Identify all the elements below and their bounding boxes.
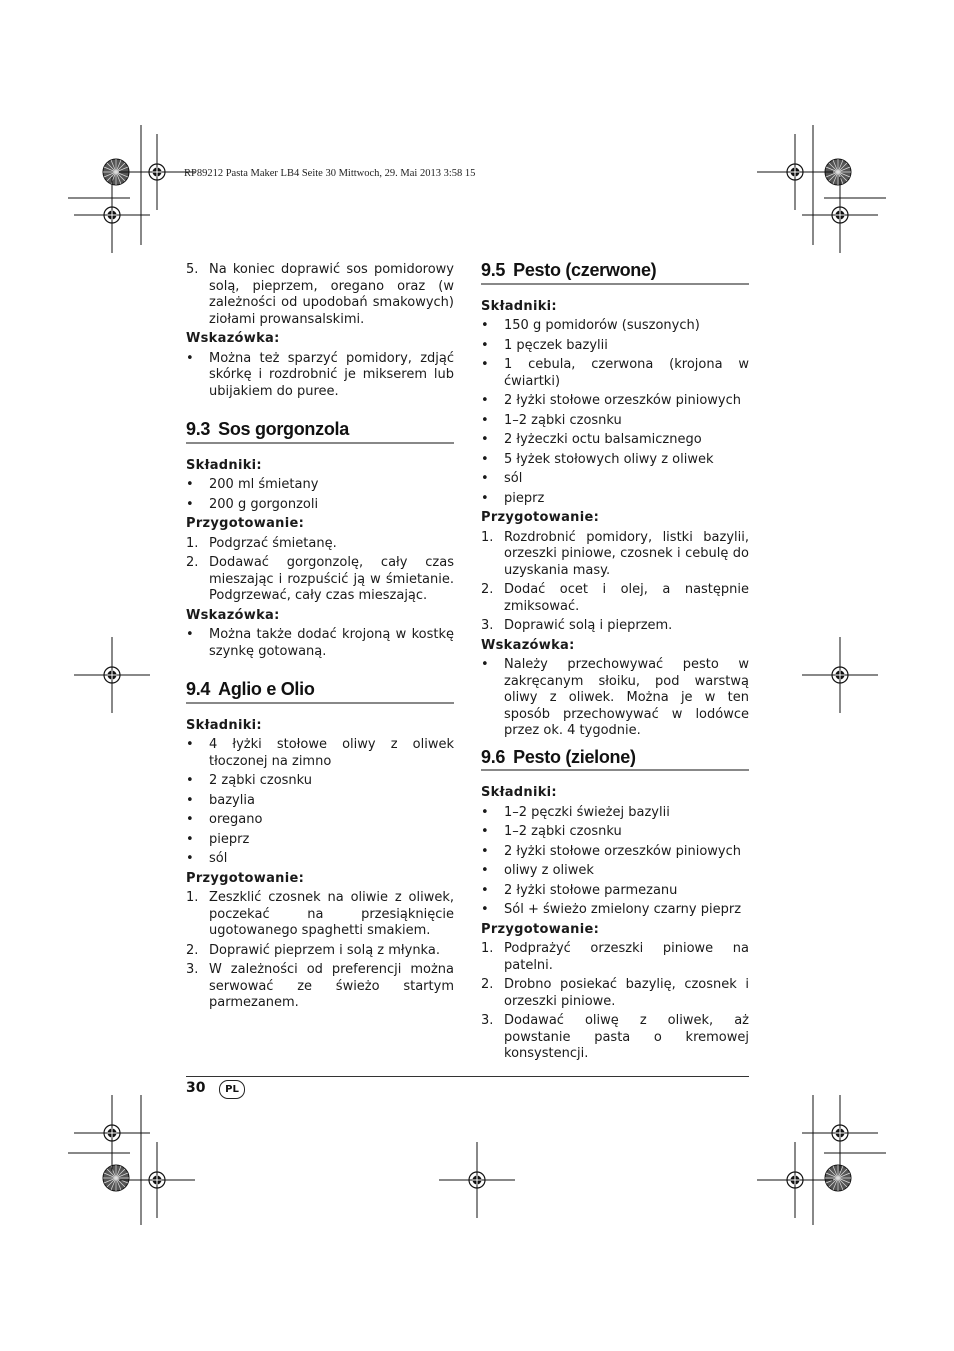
ingredients-list — [186, 737, 454, 868]
ingredients-label: Składniki: — [186, 457, 262, 473]
bullet-icon: • — [186, 831, 194, 847]
step-number: 3. — [481, 1013, 494, 1028]
step-text: Zeszklić czosnek na oliwie z oliwek, poczekać na przesiąknięcie ugotowanego spaghetti smakiem. — [209, 890, 454, 938]
ingredients-label: Składniki: — [481, 785, 557, 800]
bullet-icon: • — [186, 496, 194, 512]
ingredient: 1–2 ząbki czosnku — [504, 412, 622, 428]
ingredient: oliwy z oliwek — [504, 863, 594, 878]
bullet-icon: • — [481, 804, 489, 820]
tip-text: Można także dodać krojoną w kostkę szynkę gotowaną. — [209, 627, 454, 659]
list-item — [481, 338, 749, 355]
registration-crosshair-icon — [439, 1142, 515, 1218]
list-item — [481, 318, 749, 335]
step-text: Na koniec doprawić sos pomidorowy solą, pieprzem, oregano oraz (w zależności od upodobań smakowych) ziołami prowansalskimi. — [209, 262, 454, 327]
list-item — [481, 824, 749, 841]
list-item — [481, 357, 749, 390]
step-number: 1. — [481, 529, 494, 545]
section-heading-9-6 — [481, 746, 749, 772]
bullet-icon: • — [186, 773, 194, 788]
bullet-icon: • — [186, 627, 194, 642]
list-item — [186, 477, 454, 494]
bullet-icon: • — [481, 393, 489, 408]
section-number: 9.5 — [481, 260, 506, 280]
bullet-icon: • — [481, 451, 489, 467]
list-item — [186, 773, 454, 790]
list-item — [186, 627, 454, 660]
bullet-icon: • — [481, 471, 489, 486]
section-number: 9.6 — [481, 746, 506, 767]
step-number: 2. — [186, 555, 199, 570]
list-item — [481, 805, 749, 822]
section-title: Sos gorgonzola — [218, 419, 349, 439]
registration-crosshair-icon — [757, 134, 833, 210]
preparation-steps — [481, 530, 749, 635]
step-text: Dodawać oliwę z oliwek, aż powstanie pasta o kremowej konsystencji. — [504, 1013, 749, 1061]
ingredient: 2 ząbki czosnku — [209, 773, 313, 788]
section-heading-9-3 — [186, 421, 454, 444]
step-text: W zależności od preferencji można serwować ze świeżo startym parmezanem. — [209, 962, 454, 1010]
footer-divider — [186, 1076, 749, 1077]
list-item — [186, 851, 454, 868]
preparation-label: Przygotowanie: — [481, 921, 600, 937]
ingredients-list — [186, 477, 454, 513]
registration-starburst-icon — [825, 1165, 851, 1191]
step-number: 1. — [481, 941, 494, 956]
bullet-icon: • — [186, 477, 194, 492]
bullet-icon: • — [186, 851, 194, 866]
ingredient: oregano — [209, 812, 263, 827]
list-item — [186, 536, 454, 553]
section-number: 9.3 — [186, 419, 211, 439]
bullet-icon: • — [481, 824, 489, 839]
list-item — [481, 413, 749, 430]
list-item — [481, 452, 749, 469]
registration-crosshair-icon — [74, 177, 150, 253]
ingredient: 1–2 ząbki czosnku — [504, 824, 622, 839]
list-item — [481, 471, 749, 488]
ingredient: 200 ml śmietany — [209, 477, 319, 492]
list-item — [481, 977, 749, 1010]
list-item — [481, 432, 749, 449]
ingredient: 2 łyżeczki octu balsamicznego — [504, 432, 702, 447]
section-title: Aglio e Olio — [218, 679, 315, 699]
tip-label: Wskazówka: — [481, 637, 575, 653]
preparation-label: Przygotowanie: — [481, 510, 600, 525]
ingredient: 1 pęczek bazylii — [504, 337, 608, 353]
ingredient: 200 g gorgonzoli — [209, 496, 319, 512]
ingredient: sól — [504, 471, 523, 486]
ingredient: 1–2 pęczki świeżej bazylii — [504, 804, 670, 820]
bullet-icon: • — [481, 843, 489, 859]
bullet-icon: • — [186, 737, 194, 752]
step-text: Dodać ocet i olej, a następnie zmiksować. — [504, 582, 749, 614]
tip-label: Wskazówka: — [186, 331, 280, 346]
list-item — [186, 812, 454, 829]
step-text: Doprawić pieprzem i solą z młynka. — [209, 942, 440, 958]
bullet-icon: • — [481, 902, 489, 917]
registration-starburst-icon — [103, 1165, 129, 1191]
registration-crosshair-icon — [757, 1142, 833, 1218]
ingredient: 2 łyżki stołowe parmezanu — [504, 882, 678, 898]
ingredients-list — [481, 318, 749, 507]
list-item — [481, 657, 749, 740]
preparation-steps — [481, 941, 749, 1063]
bullet-icon: • — [481, 882, 489, 898]
bullet-icon: • — [481, 337, 489, 353]
list-item — [481, 844, 749, 861]
preparation-label: Przygotowanie: — [186, 870, 305, 886]
step-number: 3. — [186, 962, 199, 977]
step-number: 5. — [186, 262, 199, 277]
step-number: 2. — [186, 942, 199, 958]
ingredients-list — [481, 805, 749, 919]
list-item — [186, 351, 454, 401]
step-text: Podgrzać śmietanę. — [209, 535, 337, 551]
list-item — [481, 883, 749, 900]
registration-crosshair-icon — [802, 637, 878, 713]
list-item — [186, 943, 454, 960]
list-item — [481, 863, 749, 880]
list-item — [481, 582, 749, 615]
list-item — [186, 262, 454, 328]
ingredient: Sól + świeżo zmielony czarny pieprz — [504, 902, 742, 917]
registration-crosshair-icon — [74, 637, 150, 713]
step-number: 3. — [481, 618, 494, 633]
step-text: Podprażyć orzeszki piniowe na patelni. — [504, 941, 749, 973]
registration-crosshair-icon — [74, 1095, 150, 1171]
list-item — [186, 737, 454, 770]
list-item — [481, 902, 749, 919]
bullet-icon: • — [186, 792, 194, 808]
bullet-icon: • — [481, 412, 489, 428]
right-column — [481, 262, 749, 1066]
step-text: Doprawić solą i pieprzem. — [504, 618, 673, 633]
section-heading-9-5 — [481, 262, 749, 285]
step-number: 2. — [481, 977, 494, 992]
ingredient: 5 łyżek stołowych oliwy z oliwek — [504, 451, 714, 467]
section-title: Pesto (zielone) — [513, 746, 636, 767]
preparation-steps — [186, 890, 454, 1012]
step-text: Dodawać gorgonzolę, cały czas mieszając i rozpuścić ją w śmietanie. Podgrzewać, cały czas mieszając. — [209, 555, 454, 603]
intro-steps — [186, 262, 454, 328]
left-column — [186, 262, 454, 1015]
list-item — [481, 941, 749, 974]
preparation-steps — [186, 536, 454, 605]
list-item — [481, 393, 749, 410]
step-number: 2. — [481, 582, 494, 597]
ingredient: 150 g pomidorów (suszonych) — [504, 318, 700, 333]
ingredient: 1 cebula, czerwona (krojona w ćwiartki) — [504, 357, 749, 389]
ingredients-label: Składniki: — [481, 298, 557, 314]
registration-crosshair-icon — [119, 1142, 195, 1218]
page-number: 30 — [186, 1080, 206, 1096]
tip-list — [186, 627, 454, 660]
step-number: 1. — [186, 535, 199, 551]
ingredient: bazylia — [209, 792, 255, 808]
tip-list — [186, 351, 454, 401]
tip-text: Można też sparzyć pomidory, zdjąć skórkę i rozdrobnić je mikserem lub ubijakiem do puree. — [209, 350, 454, 399]
tip-list — [481, 657, 749, 740]
ingredient: sól — [209, 851, 228, 866]
section-number: 9.4 — [186, 679, 211, 699]
ingredient: 4 łyżki stołowe oliwy z oliwek tłoczonej na zimno — [209, 737, 454, 769]
bullet-icon: • — [186, 812, 194, 827]
ingredient: pieprz — [504, 490, 545, 506]
section-title: Pesto (czerwone) — [513, 260, 657, 280]
bullet-icon: • — [481, 432, 489, 447]
list-item — [481, 618, 749, 635]
bullet-icon: • — [481, 318, 489, 333]
language-badge: PL — [219, 1080, 245, 1099]
step-text: Rozdrobnić pomidory, listki bazylii, orzeszki piniowe, czosnek i cebulę do uzyskania masy. — [504, 529, 749, 578]
section-heading-9-4 — [186, 681, 454, 704]
bullet-icon: • — [481, 863, 489, 878]
preparation-label: Przygotowanie: — [186, 516, 305, 531]
ingredient: 2 łyżki stołowe orzeszków piniowych — [504, 843, 742, 859]
list-item — [481, 1013, 749, 1063]
step-text: Drobno posiekać bazylię, czosnek i orzeszki piniowe. — [504, 977, 749, 1009]
tip-text: Należy przechowywać pesto w zakręcanym słoiku, pod warstwą oliwy z oliwek. Można je w ten sposób przechowywać w lodówce przez ok. 4 tygodnie. — [504, 657, 749, 738]
list-item — [186, 555, 454, 605]
ingredients-label: Składniki: — [186, 717, 262, 733]
print-header: RP89212 Pasta Maker LB4 Seite 30 Mittwoch, 29. Mai 2013 3:58 15 — [184, 168, 476, 179]
step-number: 1. — [186, 890, 199, 905]
list-item — [186, 832, 454, 849]
list-item — [481, 530, 749, 580]
bullet-icon: • — [481, 657, 489, 672]
list-item — [186, 890, 454, 940]
ingredient: pieprz — [209, 831, 250, 847]
list-item — [186, 793, 454, 810]
list-item — [186, 962, 454, 1012]
list-item — [481, 491, 749, 508]
bullet-icon: • — [186, 350, 194, 366]
ingredient: 2 łyżki stołowe orzeszków piniowych — [504, 393, 742, 408]
tip-label: Wskazówka: — [186, 607, 280, 623]
list-item — [186, 497, 454, 514]
bullet-icon: • — [481, 357, 489, 372]
bullet-icon: • — [481, 490, 489, 506]
